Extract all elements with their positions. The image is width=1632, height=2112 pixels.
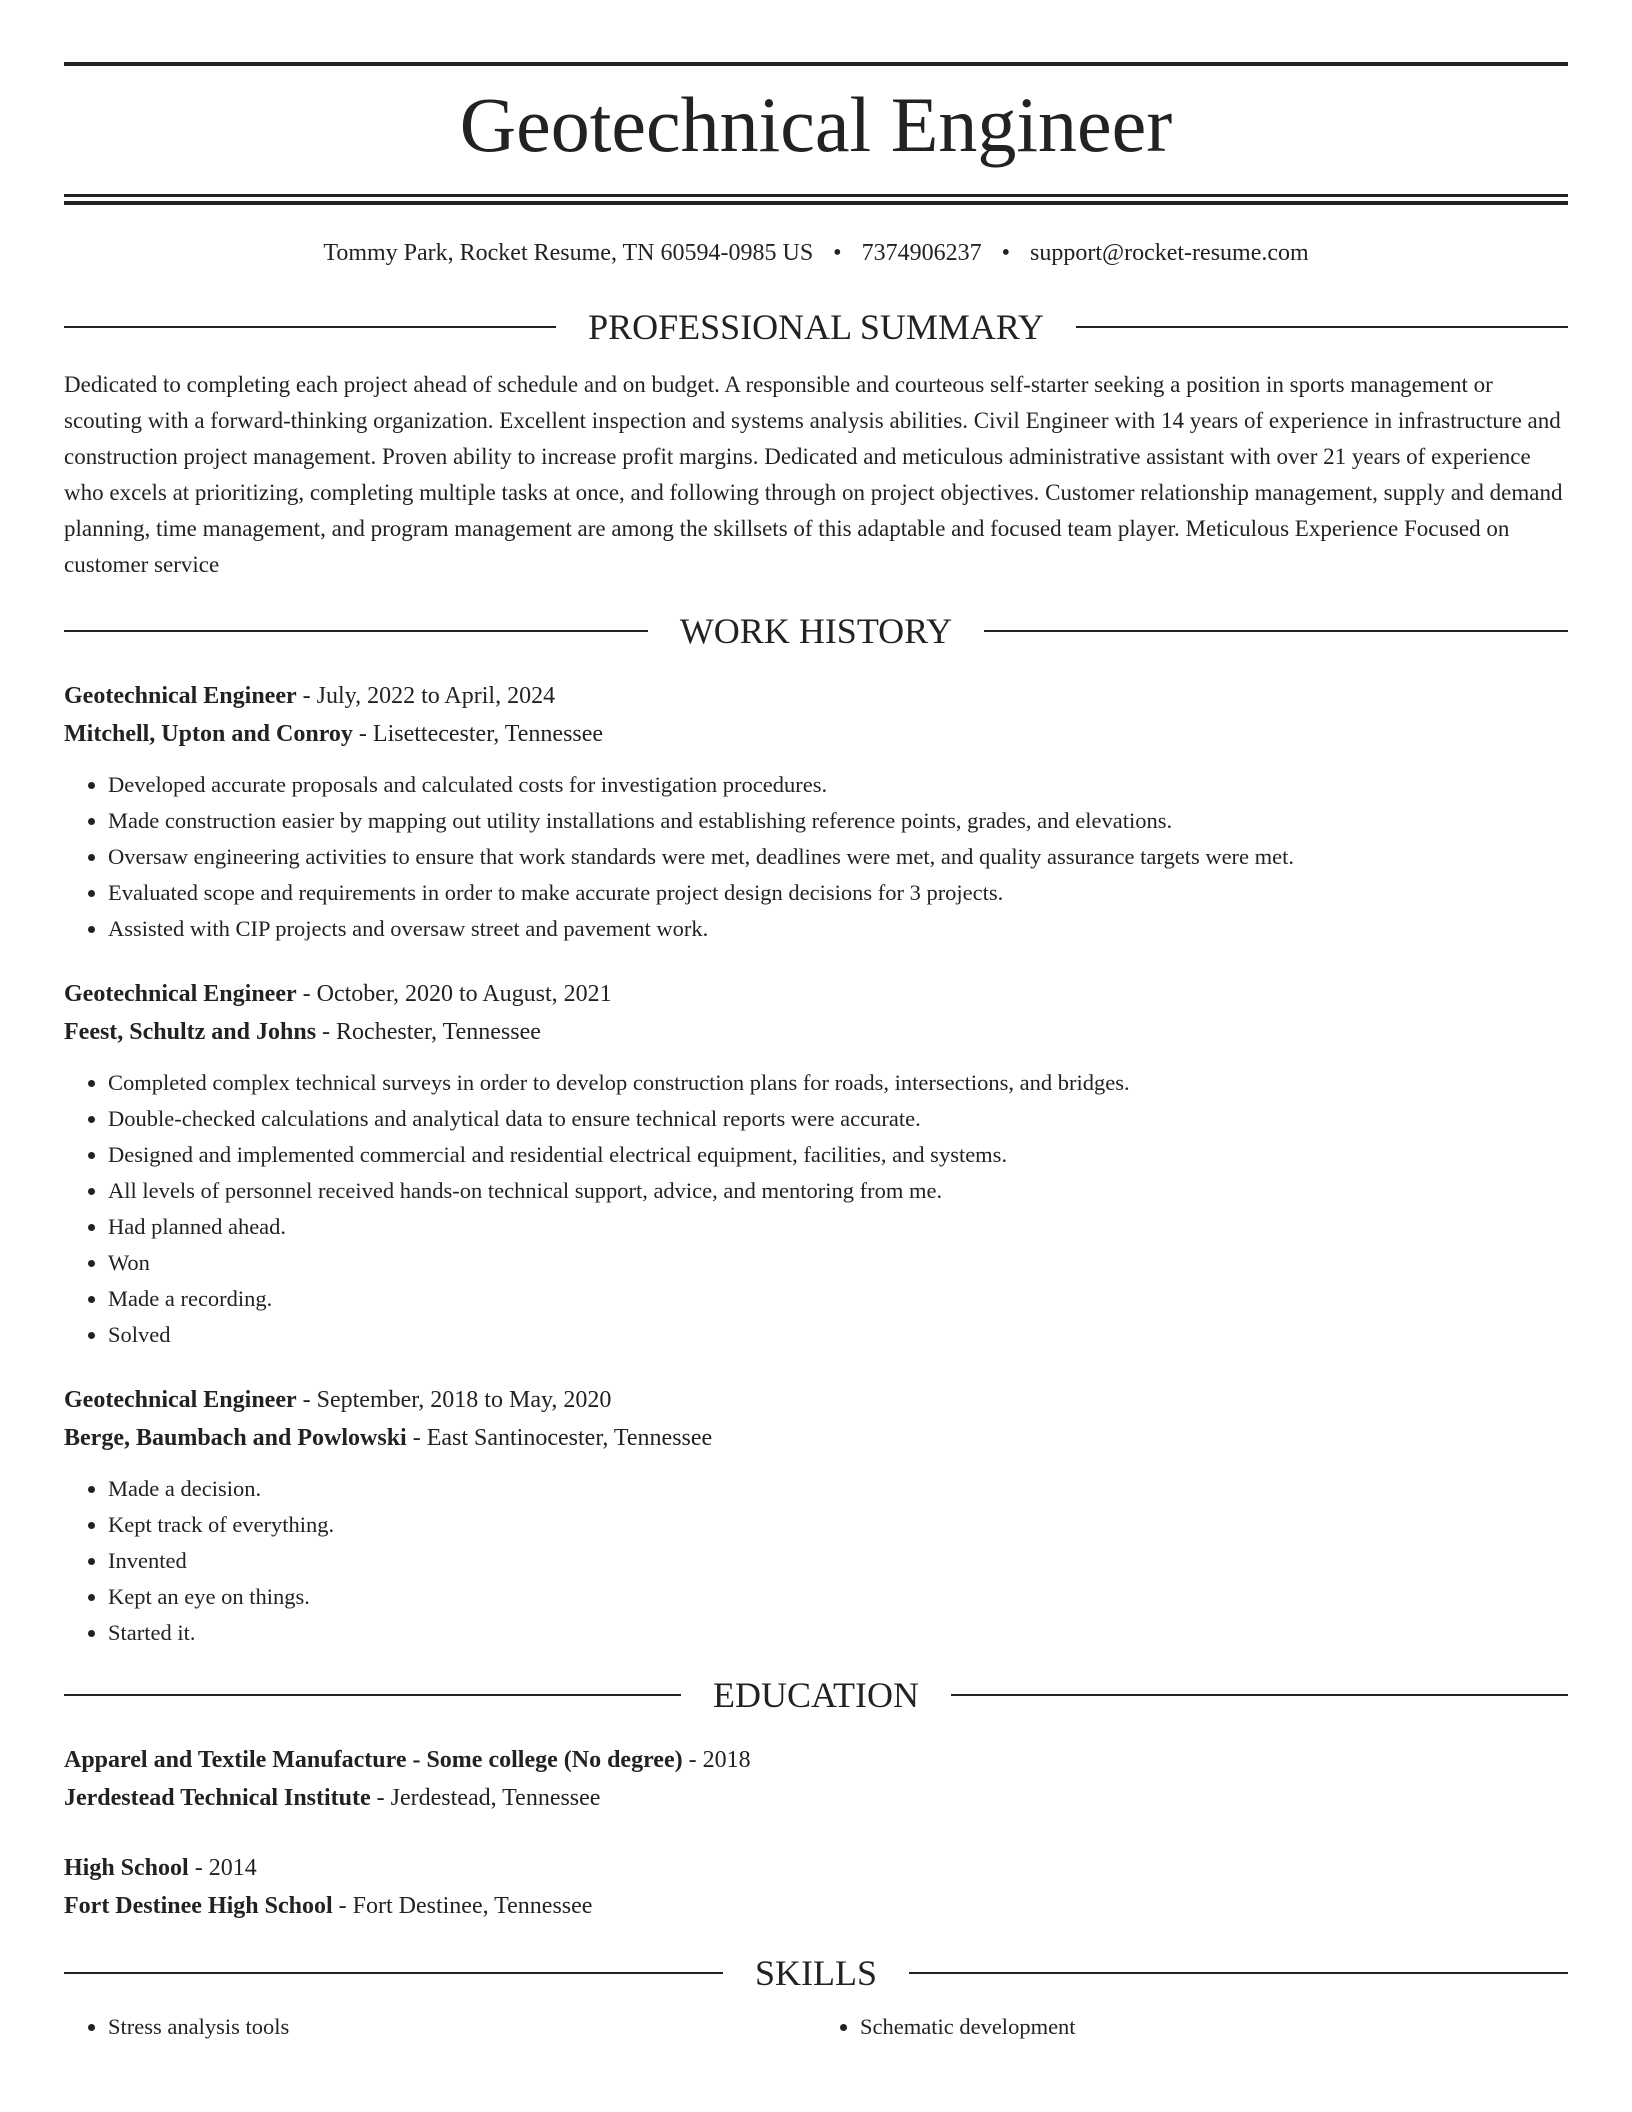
job-title-row [64, 1381, 1568, 1419]
list-item: • Started it. [108, 1615, 1568, 1651]
job-dates: - September, 2018 to May, 2020 [296, 1387, 612, 1413]
job-entry [64, 677, 1568, 947]
job-location: - East Santinocester, Tennessee [406, 1425, 713, 1451]
list-item: • Completed complex technical surveys in order to develop construction plans for roads, intersections, and bridges. [108, 1065, 1568, 1101]
list-item: • Made a decision. [108, 1471, 1568, 1507]
contact-line [64, 241, 1568, 265]
work-heading [64, 613, 1568, 649]
contact-address: Tommy Park, Rocket Resume, TN 60594-0985 US [323, 240, 814, 266]
job-bullets [64, 1471, 1568, 1651]
education-degree: Apparel and Textile Manufacture - Some college (No degree) [64, 1747, 683, 1773]
list-item: • Made construction easier by mapping out utility installations and establishing reference points, grades, and elevations. [108, 803, 1568, 839]
job-title: Geotechnical Engineer [64, 1387, 297, 1413]
education-year: - 2018 [682, 1747, 751, 1773]
job-company-row [64, 715, 1568, 753]
job-company-row [64, 1013, 1568, 1051]
job-bullets [64, 1065, 1568, 1353]
education-year: - 2014 [188, 1855, 257, 1881]
heading-rule [984, 630, 1568, 632]
education-entry [64, 1849, 1568, 1925]
list-item: • Made a recording. [108, 1281, 1568, 1317]
heading-rule [64, 630, 648, 632]
list-item: • Evaluated scope and requirements in order to make accurate project design decisions for 3 projects. [108, 875, 1568, 911]
summary-text: Dedicated to completing each project ahead of schedule and on budget. A responsible and courteous self-starter seeking a position in sports management or scouting with a forward-thinking organization. Excellent inspection and systems analysis abilities. Civil Engineer with 14 years of experience in infrastructure and construction project management. Proven ability to increase profit margins. Dedicated and meticulous administrative assistant with over 21 years of experience who excels at prioritizing, completing multiple tasks at once, and following through on project objectives. Customer relationship management, supply and demand planning, time management, and program management are among the skillsets of this adaptable and focused team player. Meticulous Experience Focused on customer service [64, 372, 1563, 577]
skills-heading [64, 1955, 1568, 1991]
contact-phone: 7374906237 [861, 240, 982, 266]
list-item: • Kept an eye on things. [108, 1579, 1568, 1615]
job-title-row [64, 975, 1568, 1013]
skills-column-left [64, 2009, 816, 2045]
job-dates: - October, 2020 to August, 2021 [296, 981, 612, 1007]
job-entry [64, 975, 1568, 1353]
job-company: Mitchell, Upton and Conroy [64, 721, 353, 747]
list-item: • Won [108, 1245, 1568, 1281]
education-school: Fort Destinee High School [64, 1893, 333, 1919]
job-bullets [64, 767, 1568, 947]
summary-heading [64, 309, 1568, 345]
skill-item: • Schematic development [860, 2009, 1568, 2045]
job-title-row [64, 677, 1568, 715]
list-item: • Developed accurate proposals and calculated costs for investigation procedures. [108, 767, 1568, 803]
contact-email: support@rocket-resume.com [1029, 240, 1309, 266]
education-degree: High School [64, 1855, 189, 1881]
education-title: EDUCATION [713, 1675, 919, 1715]
contact-separator: • [833, 240, 842, 266]
list-item: • Kept track of everything. [108, 1507, 1568, 1543]
education-degree-row [64, 1741, 1568, 1779]
skill-item: • Stress analysis tools [108, 2009, 816, 2045]
list-item: • Invented [108, 1543, 1568, 1579]
education-school-row [64, 1779, 1568, 1817]
job-title: Geotechnical Engineer [64, 683, 297, 709]
heading-rule [909, 1972, 1568, 1974]
work-title: WORK HISTORY [679, 611, 953, 651]
job-entry [64, 1381, 1568, 1651]
list-item: • Solved [108, 1317, 1568, 1353]
job-company-row [64, 1419, 1568, 1457]
list-item: • Double-checked calculations and analytical data to ensure technical reports were accurate. [108, 1101, 1568, 1137]
education-school-row [64, 1887, 1568, 1925]
heading-rule [64, 1972, 723, 1974]
skills-column-right [816, 2009, 1568, 2045]
contact-separator: • [1001, 240, 1010, 266]
job-location: - Lisettecester, Tennessee [352, 721, 604, 747]
heading-rule [951, 1694, 1568, 1696]
job-company: Feest, Schultz and Johns [64, 1019, 317, 1045]
job-title: Geotechnical Engineer [64, 981, 297, 1007]
list-item: • Designed and implemented commercial and residential electrical equipment, facilities, and systems. [108, 1137, 1568, 1173]
list-item: • Had planned ahead. [108, 1209, 1568, 1245]
job-company: Berge, Baumbach and Powlowski [64, 1425, 407, 1451]
education-degree-row [64, 1849, 1568, 1887]
skills-title: SKILLS [755, 1953, 878, 1993]
resume-name: Geotechnical Engineer [459, 81, 1173, 168]
heading-rule [64, 1694, 681, 1696]
education-school: Jerdestead Technical Institute [64, 1785, 371, 1811]
heading-rule [64, 326, 556, 328]
education-location: - Fort Destinee, Tennessee [332, 1893, 593, 1919]
resume-content [64, 0, 1568, 2045]
job-dates: - July, 2022 to April, 2024 [296, 683, 556, 709]
job-location: - Rochester, Tennessee [316, 1019, 541, 1045]
list-item: • All levels of personnel received hands-on technical support, advice, and mentoring from me. [108, 1173, 1568, 1209]
heading-rule [1076, 326, 1568, 328]
summary-title: PROFESSIONAL SUMMARY [588, 307, 1044, 347]
education-location: - Jerdestead, Tennessee [370, 1785, 601, 1811]
education-heading [64, 1677, 1568, 1713]
education-entry [64, 1741, 1568, 1817]
list-item: • Assisted with CIP projects and oversaw street and pavement work. [108, 911, 1568, 947]
skills-list [64, 2009, 1568, 2045]
double-rule [64, 194, 1568, 205]
work-history-list [64, 677, 1568, 1651]
list-item: • Oversaw engineering activities to ensure that work standards were met, deadlines were met, and quality assurance targets were met. [108, 839, 1568, 875]
